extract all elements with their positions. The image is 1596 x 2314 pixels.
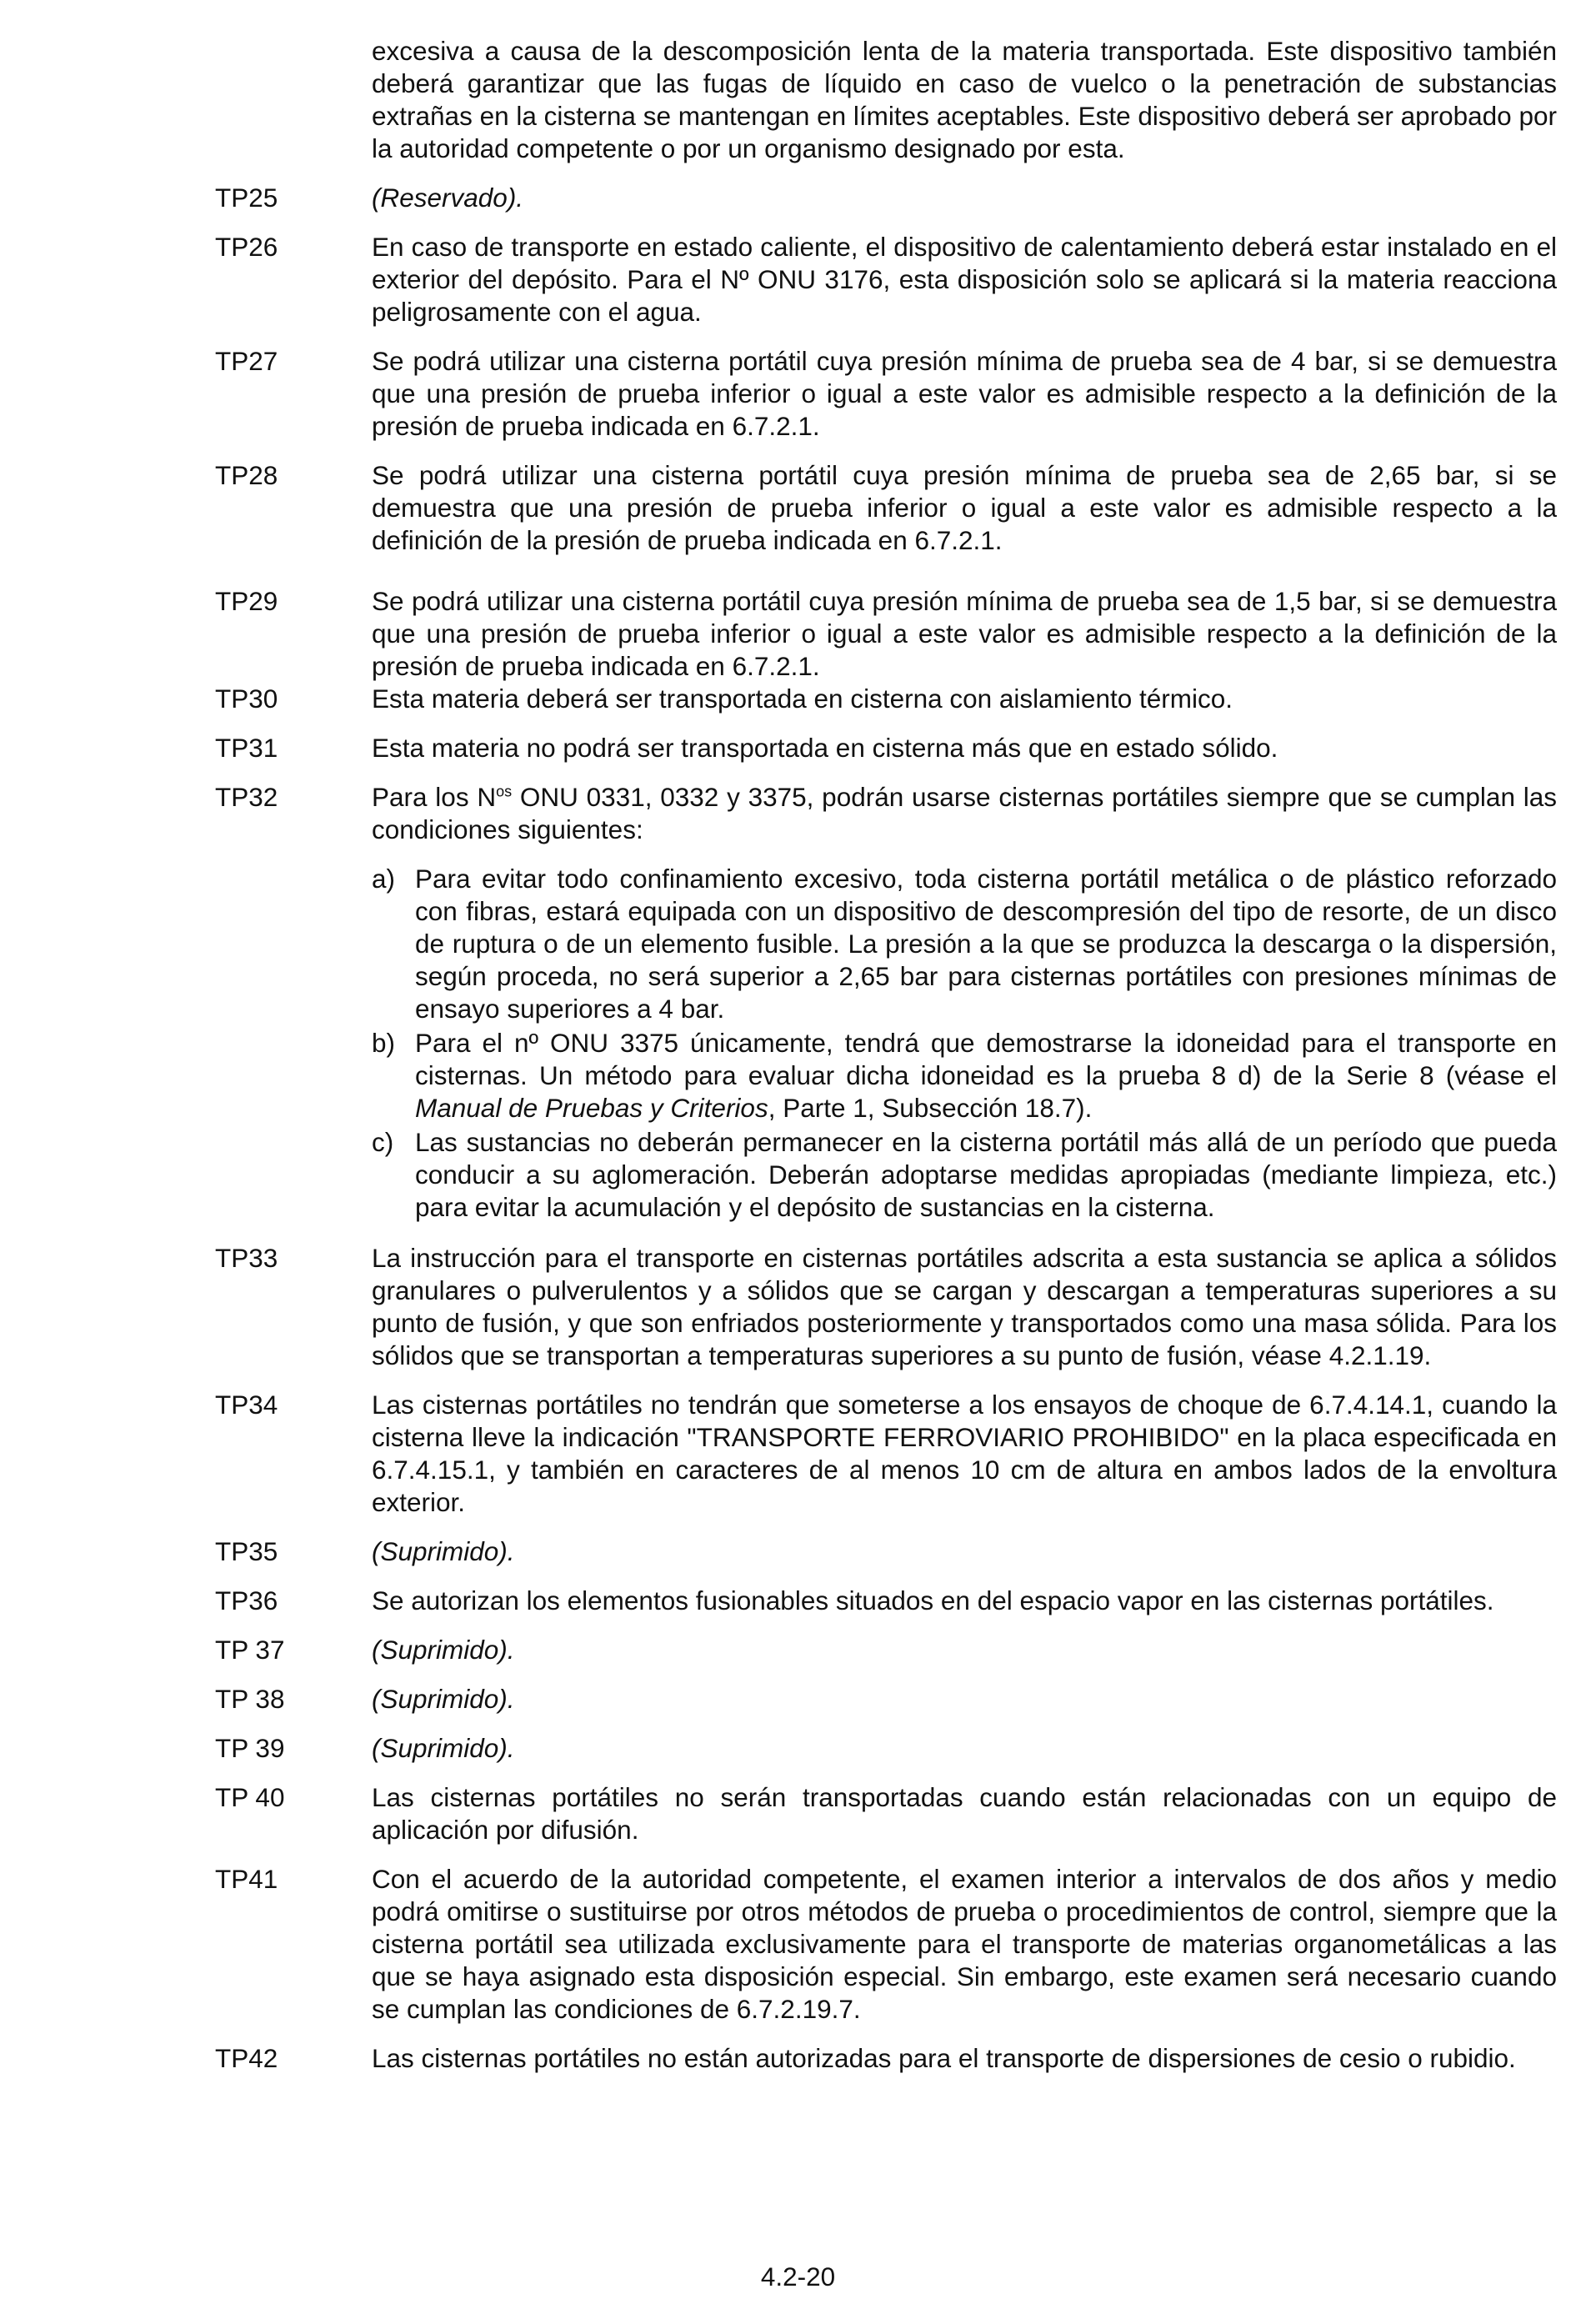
provision-code: TP30 bbox=[215, 684, 278, 714]
provision-text: (Reservado). bbox=[372, 183, 524, 213]
provision-text: Se autorizan los elementos fusionables situados en del espacio vapor en las cisternas portátiles. bbox=[372, 1585, 1494, 1615]
provision-code: TP34 bbox=[215, 1390, 278, 1420]
provision-code: TP 40 bbox=[215, 1782, 285, 1812]
provision-text: (Suprimido). bbox=[372, 1684, 515, 1714]
provision-code: TP27 bbox=[215, 346, 278, 376]
provision-code: TP26 bbox=[215, 232, 278, 262]
provision-entry bbox=[215, 1634, 1557, 1666]
list-item-text-pre: Para el nº ONU 3375 únicamente, tendrá que demostrarse la idoneidad para el transporte en cisternas. Un método para evaluar dicha idoneidad es la prueba 8 d) de la Serie 8 (véase el bbox=[415, 1028, 1557, 1090]
page-number: 4.2-20 bbox=[760, 2261, 836, 2291]
provision-text: Las cisternas portátiles no están autorizadas para el transporte de dispersiones de cesio o rubidio. bbox=[372, 2043, 1516, 2073]
list-item-text: Para evitar todo confinamiento excesivo, toda cisterna portátil metálica o de plástico reforzado con fibras, estará equipada con un dispositivo de descompresión del tipo de resorte, de un disco de ruptura o de un elemento fusible. La presión a la que se produzca la descarga o la dispersión, según proceda, no será superior a 2,65 bar para cisternas portátiles con presiones mínimas de ensayo superiores a 4 bar. bbox=[415, 864, 1557, 1024]
list-item-marker: b) bbox=[372, 1028, 396, 1058]
provision-text: Se podrá utilizar una cisterna portátil cuya presión mínima de prueba sea de 1,5 bar, si se demuestra que una presión de prueba inferior o igual a este valor es admisible respecto a la definición de la presión de prueba indicada en 6.7.2.1. bbox=[372, 586, 1557, 681]
provision-entry bbox=[215, 1535, 1557, 1568]
provision-entry bbox=[215, 2042, 1557, 2075]
provision-entry bbox=[215, 1732, 1557, 1765]
provision-entry bbox=[215, 182, 1557, 214]
provision-text: (Suprimido). bbox=[372, 1536, 515, 1566]
provisions-list bbox=[215, 35, 1557, 2091]
list-item-text bbox=[415, 1027, 1557, 1124]
provision-entry bbox=[215, 585, 1557, 683]
list-item bbox=[372, 863, 1557, 1025]
provision-entry bbox=[215, 1781, 1557, 1846]
provision-text: La instrucción para el transporte en cisternas portátiles adscrita a esta sustancia se aplica a sólidos granulares o pulverulentos y a sólidos que se cargan y descargan a temperaturas superiores a su punto de fusión, y que son enfriados posteriormente y transportados como una masa sólida. Para los sólidos que se transportan a temperaturas superiores a su punto de fusión, véase 4.2.1.19. bbox=[372, 1243, 1557, 1370]
list-item-marker: c) bbox=[372, 1127, 394, 1157]
provision-text: (Suprimido). bbox=[372, 1635, 515, 1665]
provision-text: Se podrá utilizar una cisterna portátil cuya presión mínima de prueba sea de 4 bar, si se demuestra que una presión de prueba inferior o igual a este valor es admisible respecto a la definición de la presión de prueba indicada en 6.7.2.1. bbox=[372, 346, 1557, 441]
plural-superscript: os bbox=[496, 783, 513, 800]
provision-text: Esta materia deberá ser transportada en cisterna con aislamiento térmico. bbox=[372, 684, 1233, 714]
provision-code: TP 38 bbox=[215, 1684, 285, 1714]
provision-code: TP29 bbox=[215, 586, 278, 616]
provision-entry bbox=[215, 345, 1557, 443]
provision-text: Las cisternas portátiles no tendrán que someterse a los ensayos de choque de 6.7.4.14.1, cuando la cisterna lleve la indicación "TRANSPORTE FERROVIARIO PROHIBIDO" en la placa especificada en 6.7.4.15.1, y también en caracteres de al menos 10 cm de altura en ambos lados de la envoltura exterior. bbox=[372, 1390, 1557, 1517]
provision-entry bbox=[215, 459, 1557, 557]
provision-code: TP 39 bbox=[215, 1733, 285, 1763]
provision-entry bbox=[215, 231, 1557, 328]
provision-text: En caso de transporte en estado caliente, el dispositivo de calentamiento deberá estar instalado en el exterior del depósito. Para el Nº ONU 3176, esta disposición solo se aplicará si la materia reacciona peligrosamente con el agua. bbox=[372, 232, 1557, 327]
provision-code: TP32 bbox=[215, 782, 278, 812]
provision-code: TP42 bbox=[215, 2043, 278, 2073]
continuation-paragraph: excesiva a causa de la descomposición lenta de la materia transportada. Este dispositivo también deberá garantizar que las fugas de líquido en caso de vuelco o la penetración de substancias extrañas en la cisterna se mantengan en límites aceptables. Este dispositivo deberá ser aprobado por la autoridad competente o por un organismo designado por esta. bbox=[372, 36, 1557, 163]
provision-code: TP35 bbox=[215, 1536, 278, 1566]
manual-title: Manual de Pruebas y Criterios bbox=[415, 1093, 768, 1123]
provision-code: TP36 bbox=[215, 1585, 278, 1615]
list-item bbox=[372, 1027, 1557, 1124]
provision-entry bbox=[215, 781, 1557, 1225]
provision-code: TP33 bbox=[215, 1243, 278, 1273]
provision-text-pre: Para los N bbox=[372, 782, 497, 812]
list-item bbox=[372, 1126, 1557, 1224]
provision-entry bbox=[215, 1585, 1557, 1617]
provision-text: Las cisternas portátiles no serán transportadas cuando están relacionadas con un equipo de aplicación por difusión. bbox=[372, 1782, 1557, 1845]
provision-entry bbox=[215, 1389, 1557, 1519]
provision-text: Se podrá utilizar una cisterna portátil cuya presión mínima de prueba sea de 2,65 bar, si se demuestra que una presión de prueba inferior o igual a este valor es admisible respecto a la definición de la presión de prueba indicada en 6.7.2.1. bbox=[372, 460, 1557, 555]
list-item-text: Las sustancias no deberán permanecer en la cisterna portátil más allá de un período que pueda conducir a su aglomeración. Deberán adoptarse medidas apropiadas (mediante limpieza, etc.) para evitar la acumulación y el depósito de sustancias en la cisterna. bbox=[415, 1127, 1557, 1222]
provision-entry bbox=[215, 1863, 1557, 2026]
list-item-text-post: , Parte 1, Subsección 18.7). bbox=[768, 1093, 1093, 1123]
conditions-list bbox=[372, 863, 1557, 1224]
provision-text bbox=[372, 781, 1557, 846]
list-item-marker: a) bbox=[372, 864, 396, 894]
provision-entry bbox=[215, 732, 1557, 764]
provision-text-post: ONU 0331, 0332 y 3375, podrán usarse cisternas portátiles siempre que se cumplan las condiciones siguientes: bbox=[372, 782, 1557, 844]
provision-entry bbox=[215, 1242, 1557, 1372]
provision-code: TP25 bbox=[215, 183, 278, 213]
provision-code: TP41 bbox=[215, 1864, 278, 1894]
provision-text: Con el acuerdo de la autoridad competente, el examen interior a intervalos de dos años y medio podrá omitirse o sustituirse por otros métodos de prueba o procedimientos de control, siempre que la cisterna portátil sea utilizada exclusivamente para el transporte de materias organometálicas a las que se haya asignado esta disposición especial. Sin embargo, este examen será necesario cuando se cumplan las condiciones de 6.7.2.19.7. bbox=[372, 1864, 1557, 2024]
provision-code: TP28 bbox=[215, 460, 278, 490]
provision-code: TP 37 bbox=[215, 1635, 285, 1665]
provision-text: Esta materia no podrá ser transportada en cisterna más que en estado sólido. bbox=[372, 733, 1278, 763]
provision-entry bbox=[215, 1683, 1557, 1715]
provision-text: (Suprimido). bbox=[372, 1733, 515, 1763]
provision-entry bbox=[215, 683, 1557, 715]
provision-code: TP31 bbox=[215, 733, 278, 763]
